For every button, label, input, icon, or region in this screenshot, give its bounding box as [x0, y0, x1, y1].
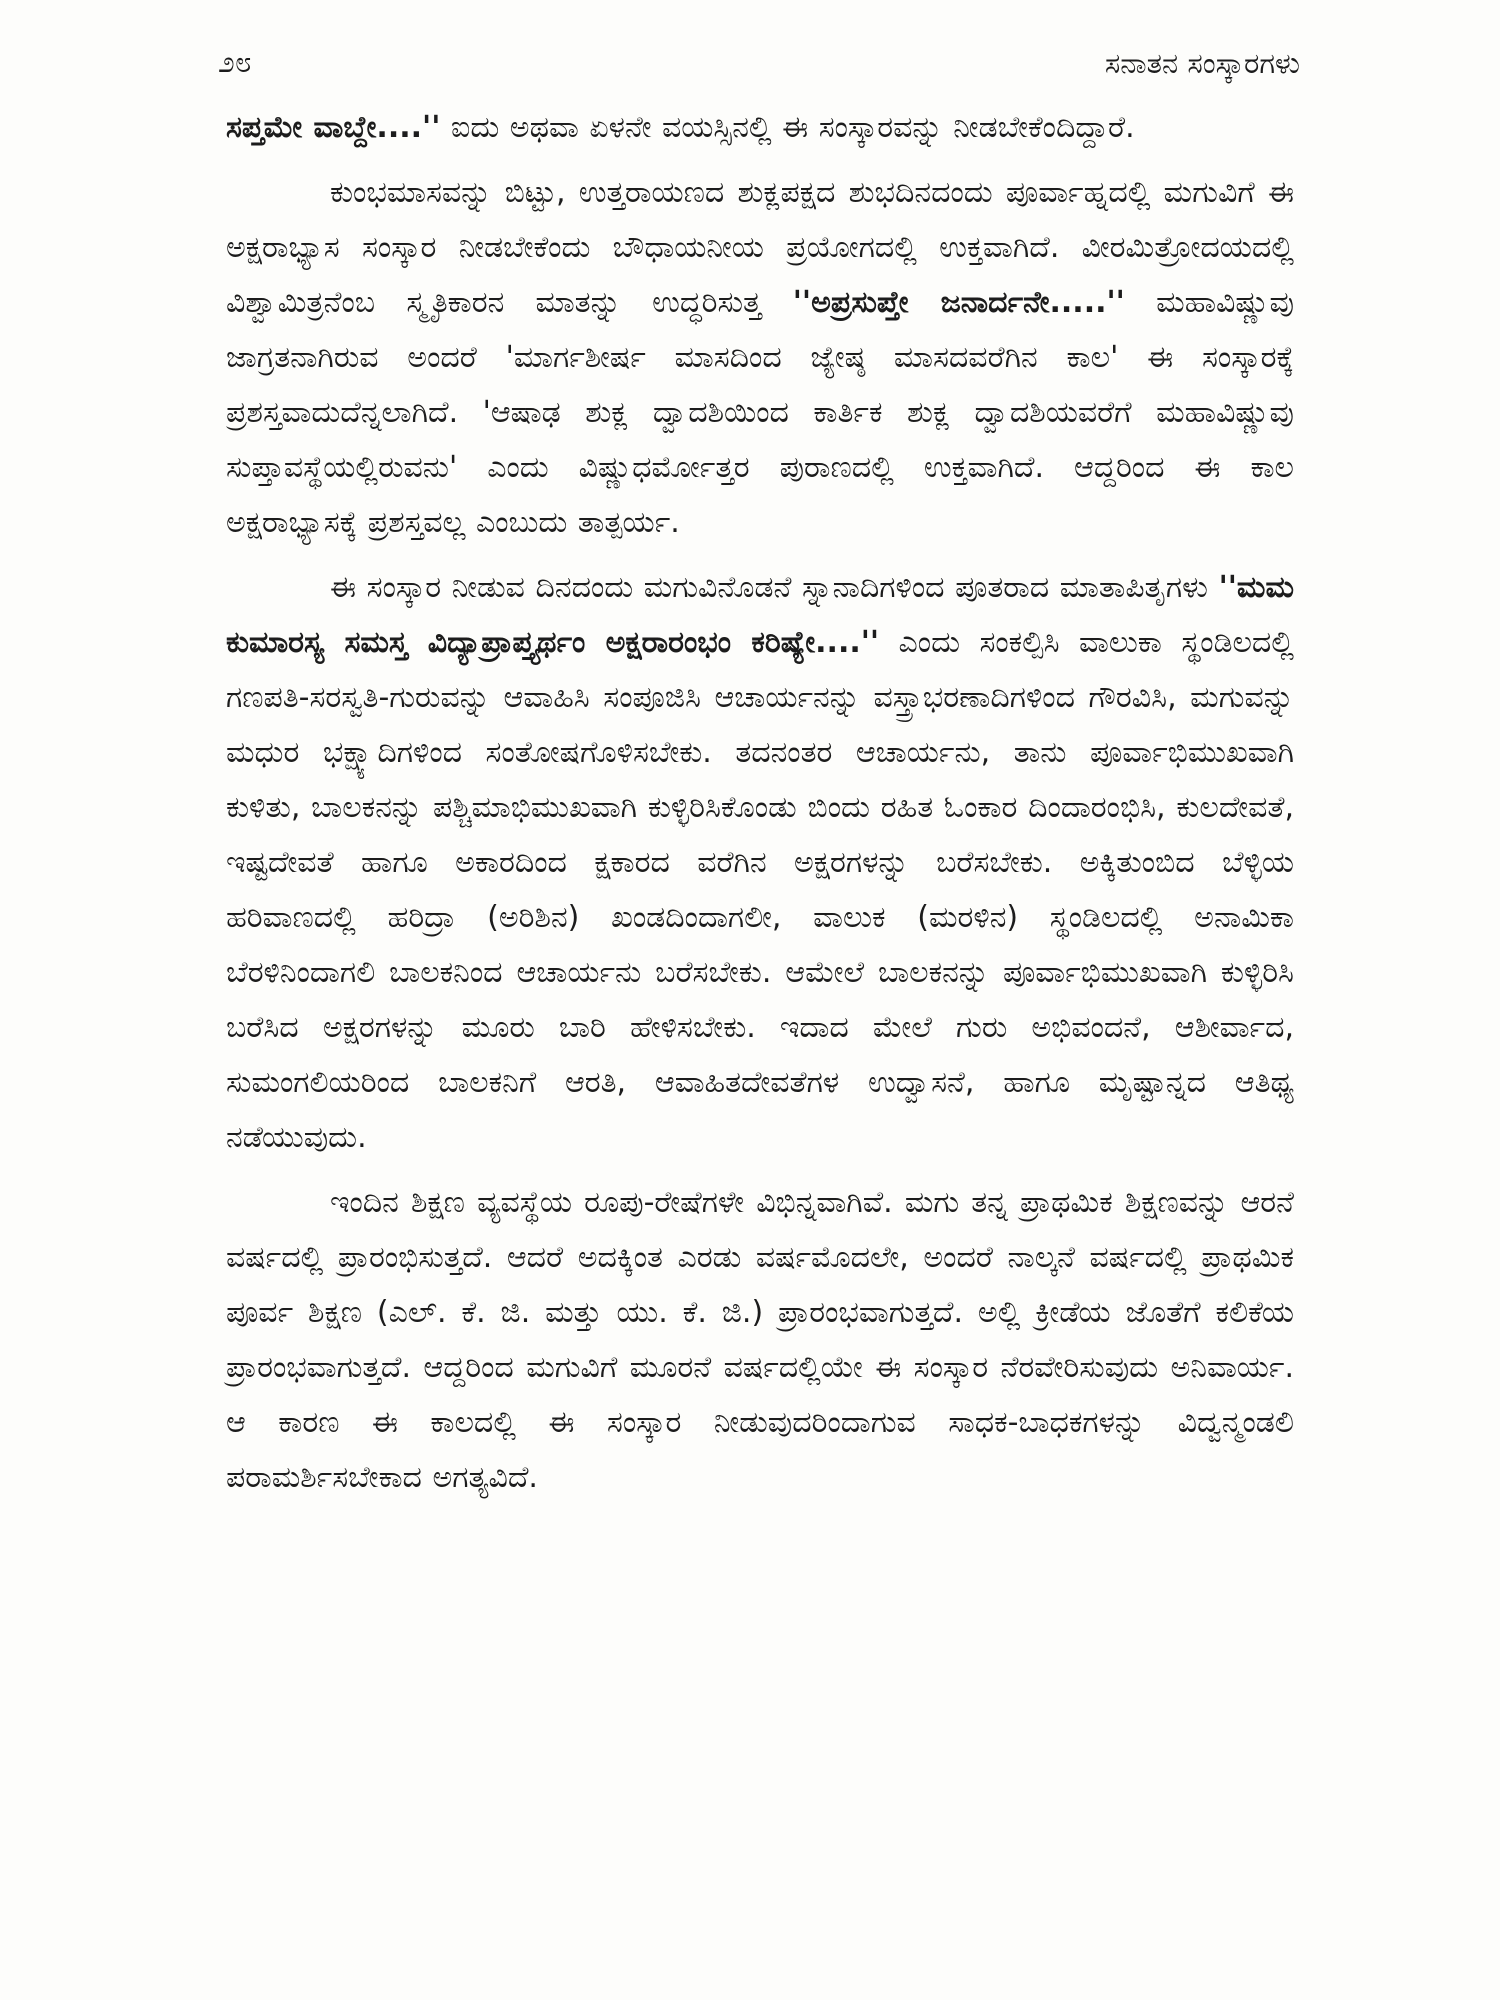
- page-number: ೨೮: [218, 45, 252, 80]
- paragraph-text: ಎಂದು ಸಂಕಲ್ಪಿಸಿ ವಾಲುಕಾ ಸ್ಥಂಡಿಲದಲ್ಲಿ ಗಣಪತಿ-ಸರಸ್ವತಿ-ಗುರುವನ್ನು ಆವಾಹಿಸಿ ಸಂಪೂಜಿಸಿ ಆಚಾರ್ಯನನ್ನು ವಸ್ತ್ರಾಭರಣಾದಿಗಳಿಂದ ಗೌರವಿಸಿ, ಮಗುವನ್ನು ಮಧುರ ಭಕ್ಷ್ಯಾದಿಗಳಿಂದ ಸಂತೋಷಗೊಳಿಸಬೇಕು. ತದನಂತರ ಆಚಾರ್ಯನು, ತಾನು ಪೂರ್ವಾಭಿಮುಖವಾಗಿ ಕುಳಿತು, ಬಾಲಕನನ್ನು ಪಶ್ಚಿಮಾಭಿಮುಖವಾಗಿ ಕುಳ್ಳಿರಿಸಿಕೊಂಡು ಬಿಂದು ರಹಿತ ಓಂಕಾರ ದಿಂದಾರಂಭಿಸಿ, ಕುಲದೇವತೆ, ಇಷ್ಟದೇವತೆ ಹಾಗೂ ಅಕಾರದಿಂದ ಕ್ಷಕಾರದ ವರೆಗಿನ ಅಕ್ಷರಗಳನ್ನು ಬರೆಸಬೇಕು. ಅಕ್ಕಿತುಂಬಿದ ಬೆಳ್ಳಿಯ ಹರಿವಾಣದಲ್ಲಿ ಹರಿದ್ರಾ (ಅರಿಶಿನ) ಖಂಡದಿಂದಾಗಲೀ, ವಾಲುಕ (ಮರಳಿನ) ಸ್ಥಂಡಿಲದಲ್ಲಿ ಅನಾಮಿಕಾ ಬೆರಳಿನಿಂದಾಗಲಿ ಬಾಲಕನಿಂದ ಆಚಾರ್ಯನು ಬರೆಸಬೇಕು. ಆಮೇಲೆ ಬಾಲಕನನ್ನು ಪೂರ್ವಾಭಿಮುಖವಾಗಿ ಕುಳ್ಳಿರಿಸಿ ಬರೆಸಿದ ಅಕ್ಷರಗಳನ್ನು ಮೂರು ಬಾರಿ ಹೇಳಿಸಬೇಕು. ಇದಾದ ಮೇಲೆ ಗುರು ಅಭಿವಂದನೆ, ಆಶೀರ್ವಾದ, ಸುಮಂಗಲಿಯರಿಂದ ಬಾಲಕನಿಗೆ ಆರತಿ, ಆವಾಹಿತದೇವತೆಗಳ ಉದ್ವಾಸನೆ, ಹಾಗೂ ಮೃಷ್ಟಾನ್ನದ ಆತಿಥ್ಯ ನಡೆಯುವುದು.: [226, 625, 1294, 1155]
- paragraph-text: ಈ ಸಂಸ್ಕಾರ ನೀಡುವ ದಿನದಂದು ಮಗುವಿನೊಡನೆ ಸ್ನಾನಾದಿಗಳಿಂದ ಪೂತರಾದ ಮಾತಾಪಿತೃಗಳು: [330, 570, 1219, 605]
- quoted-sanskrit-text: ''ಅಪ್ರಸುಪ್ತೇ ಜನಾರ್ದನೇ.....'': [792, 285, 1125, 320]
- quoted-sanskrit-text: ''ಮಮ ಕುಮಾರಸ್ಯ ಸಮಸ್ತ ವಿದ್ಯಾಪ್ರಾಪ್ತ್ಯರ್ಥಂ ಅಕ್ಷರಾರಂಭಂ ಕರಿಷ್ಯೇ....'': [226, 570, 1294, 660]
- running-header: [218, 38, 1300, 88]
- body-text: [226, 100, 1294, 1505]
- quoted-sanskrit-text: ಸಪ್ತಮೇ ವಾಬ್ದೇ....'': [226, 110, 441, 145]
- paragraph-1: [226, 100, 1294, 155]
- paragraph-4: [226, 1175, 1294, 1505]
- paragraph-2: [226, 165, 1294, 550]
- paragraph-3: [226, 560, 1294, 1165]
- book-title: ಸನಾತನ ಸಂಸ್ಕಾರಗಳು: [1104, 46, 1300, 80]
- paragraph-text: ಇಂದಿನ ಶಿಕ್ಷಣ ವ್ಯವಸ್ಥೆಯ ರೂಪು-ರೇಷೆಗಳೇ ವಿಭಿನ್ನವಾಗಿವೆ. ಮಗು ತನ್ನ ಪ್ರಾಥಮಿಕ ಶಿಕ್ಷಣವನ್ನು ಆರನೆ ವರ್ಷದಲ್ಲಿ ಪ್ರಾರಂಭಿಸುತ್ತದೆ. ಆದರೆ ಅದಕ್ಕಿಂತ ಎರಡು ವರ್ಷಮೊದಲೇ, ಅಂದರೆ ನಾಲ್ಕನೆ ವರ್ಷದಲ್ಲಿ ಪ್ರಾಥಮಿಕ ಪೂರ್ವ ಶಿಕ್ಷಣ (ಎಲ್. ಕೆ. ಜಿ. ಮತ್ತು ಯು. ಕೆ. ಜಿ.) ಪ್ರಾರಂಭವಾಗುತ್ತದೆ. ಅಲ್ಲಿ ಕ್ರೀಡೆಯ ಜೊತೆಗೆ ಕಲಿಕೆಯ ಪ್ರಾರಂಭವಾಗುತ್ತದೆ. ಆದ್ದರಿಂದ ಮಗುವಿಗೆ ಮೂರನೆ ವರ್ಷದಲ್ಲಿಯೇ ಈ ಸಂಸ್ಕಾರ ನೆರವೇರಿಸುವುದು ಅನಿವಾರ್ಯ. ಆ ಕಾರಣ ಈ ಕಾಲದಲ್ಲಿ ಈ ಸಂಸ್ಕಾರ ನೀಡುವುದರಿಂದಾಗುವ ಸಾಧಕ-ಬಾಧಕಗಳನ್ನು ವಿದ್ವನ್ಮಂಡಲಿ ಪರಾಮರ್ಶಿಸಬೇಕಾದ ಅಗತ್ಯವಿದೆ.: [226, 1185, 1294, 1495]
- paragraph-text: ಮಹಾವಿಷ್ಣುವು ಜಾಗ್ರತನಾಗಿರುವ ಅಂದರೆ 'ಮಾರ್ಗಶೀರ್ಷ ಮಾಸದಿಂದ ಜ್ಯೇಷ್ಠ ಮಾಸದವರೆಗಿನ ಕಾಲ' ಈ ಸಂಸ್ಕಾರಕ್ಕೆ ಪ್ರಶಸ್ತವಾದುದೆನ್ನಲಾಗಿದೆ. 'ಆಷಾಢ ಶುಕ್ಲ ದ್ವಾದಶಿಯಿಂದ ಕಾರ್ತಿಕ ಶುಕ್ಲ ದ್ವಾದಶಿಯವರೆಗೆ ಮಹಾವಿಷ್ಣುವು ಸುಪ್ತಾವಸ್ಥೆಯಲ್ಲಿರುವನು' ಎಂದು ವಿಷ್ಣುಧರ್ಮೋತ್ತರ ಪುರಾಣದಲ್ಲಿ ಉಕ್ತವಾಗಿದೆ. ಆದ್ದರಿಂದ ಈ ಕಾಲ ಅಕ್ಷರಾಭ್ಯಾಸಕ್ಕೆ ಪ್ರಶಸ್ತವಲ್ಲ ಎಂಬುದು ತಾತ್ಪರ್ಯ.: [226, 285, 1295, 540]
- paragraph-text: ಕುಂಭಮಾಸವನ್ನು ಬಿಟ್ಟು, ಉತ್ತರಾಯಣದ ಶುಕ್ಲಪಕ್ಷದ ಶುಭದಿನದಂದು ಪೂರ್ವಾಹ್ನದಲ್ಲಿ ಮಗುವಿಗೆ ಈ ಅಕ್ಷರಾಭ್ಯಾಸ ಸಂಸ್ಕಾರ ನೀಡಬೇಕೆಂದು ಬೌಧಾಯನೀಯ ಪ್ರಯೋಗದಲ್ಲಿ ಉಕ್ತವಾಗಿದೆ. ವೀರಮಿತ್ರೋದಯದಲ್ಲಿ ವಿಶ್ವಾಮಿತ್ರನೆಂಬ ಸ್ಮೃತಿಕಾರನ ಮಾತನ್ನು ಉದ್ಧರಿಸುತ್ತ: [226, 175, 1294, 320]
- paragraph-text: ಐದು ಅಥವಾ ಏಳನೇ ವಯಸ್ಸಿನಲ್ಲಿ ಈ ಸಂಸ್ಕಾರವನ್ನು ನೀಡಬೇಕೆಂದಿದ್ದಾರೆ.: [440, 110, 1135, 145]
